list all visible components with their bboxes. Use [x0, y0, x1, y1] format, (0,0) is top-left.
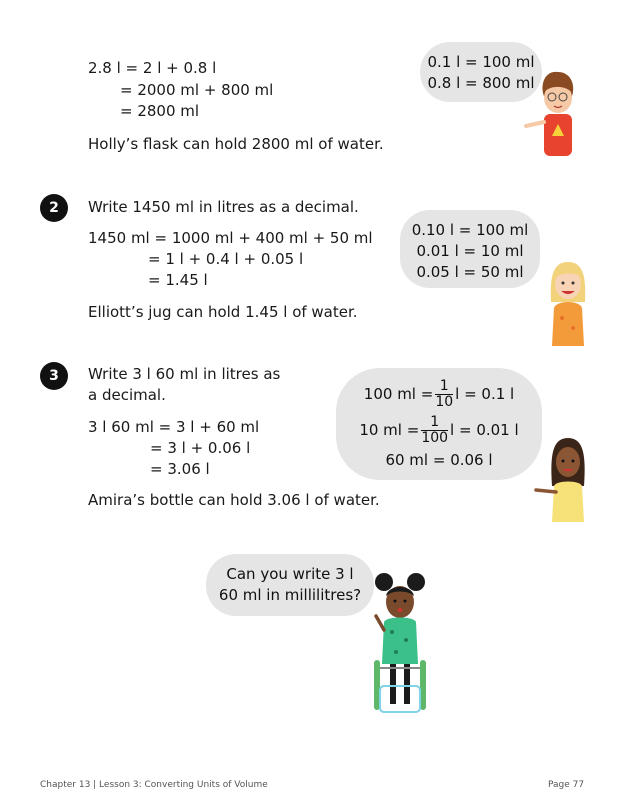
bubble-line: 60 ml = 0.06 l [385, 451, 493, 469]
fraction-denominator: 10 [435, 393, 454, 410]
fraction-numerator: 1 [439, 377, 449, 394]
calc-line: = 3.06 l [150, 460, 210, 478]
bubble-line: 0.01 l = 10 ml [416, 242, 524, 260]
question-prompt-line: Write 3 l 60 ml in litres as [88, 365, 281, 383]
bubble-line: 0.05 l = 50 ml [416, 263, 524, 281]
calc-line: 1450 ml = 1000 ml + 400 ml + 50 ml [88, 229, 373, 247]
bubble-line: 0.1 l = 100 ml [427, 53, 535, 71]
amira-character-illustration [528, 434, 596, 526]
bubble-text: 100 ml = [363, 384, 434, 403]
bubble-text: l = 0.01 l [450, 420, 519, 439]
calc-line: = 3 l + 0.06 l [150, 439, 251, 457]
bubble-line: 60 ml in millilitres? [218, 586, 362, 604]
conclusion: Holly’s flask can hold 2800 ml of water. [88, 135, 384, 153]
fraction-numerator: 1 [430, 413, 440, 430]
question-prompt-line: a decimal. [88, 386, 166, 404]
question-number-badge: 2 [40, 194, 68, 222]
conclusion: Amira’s bottle can hold 3.06 l of water. [88, 491, 380, 509]
question-number-badge: 3 [40, 362, 68, 390]
fraction-row [336, 412, 542, 448]
speech-bubble-elliott [400, 210, 540, 288]
wheelchair-girl-illustration [362, 568, 438, 718]
calc-line: = 2800 ml [120, 102, 200, 120]
calc-line: = 1.45 l [148, 271, 208, 289]
footer-chapter: Chapter 13 | Lesson 3: Converting Units of Volume [40, 780, 268, 790]
calc-line: = 2000 ml + 800 ml [120, 81, 274, 99]
bubble-text: 10 ml = [359, 420, 420, 439]
fraction-row [336, 376, 542, 412]
girl-character-illustration [540, 258, 596, 350]
fraction [421, 415, 448, 446]
calc-line: 3 l 60 ml = 3 l + 60 ml [88, 418, 260, 436]
bubble-line: 0.8 l = 800 ml [427, 74, 535, 92]
bubble-line: 0.10 l = 100 ml [411, 221, 529, 239]
footer-page-number: Page 77 [548, 780, 585, 790]
bubble-text: l = 0.1 l [455, 384, 515, 403]
calc-line: 2.8 l = 2 l + 0.8 l [88, 59, 217, 77]
boy-character-illustration [518, 66, 598, 160]
speech-bubble-final [206, 554, 374, 616]
question-prompt: Write 1450 ml in litres as a decimal. [88, 198, 359, 216]
speech-bubble-amira [336, 368, 542, 480]
fraction [435, 379, 453, 410]
calc-line: = 1 l + 0.4 l + 0.05 l [148, 250, 304, 268]
conclusion: Elliott’s jug can hold 1.45 l of water. [88, 303, 358, 321]
bubble-line: Can you write 3 l [226, 565, 354, 583]
fraction-denominator: 100 [421, 429, 449, 446]
